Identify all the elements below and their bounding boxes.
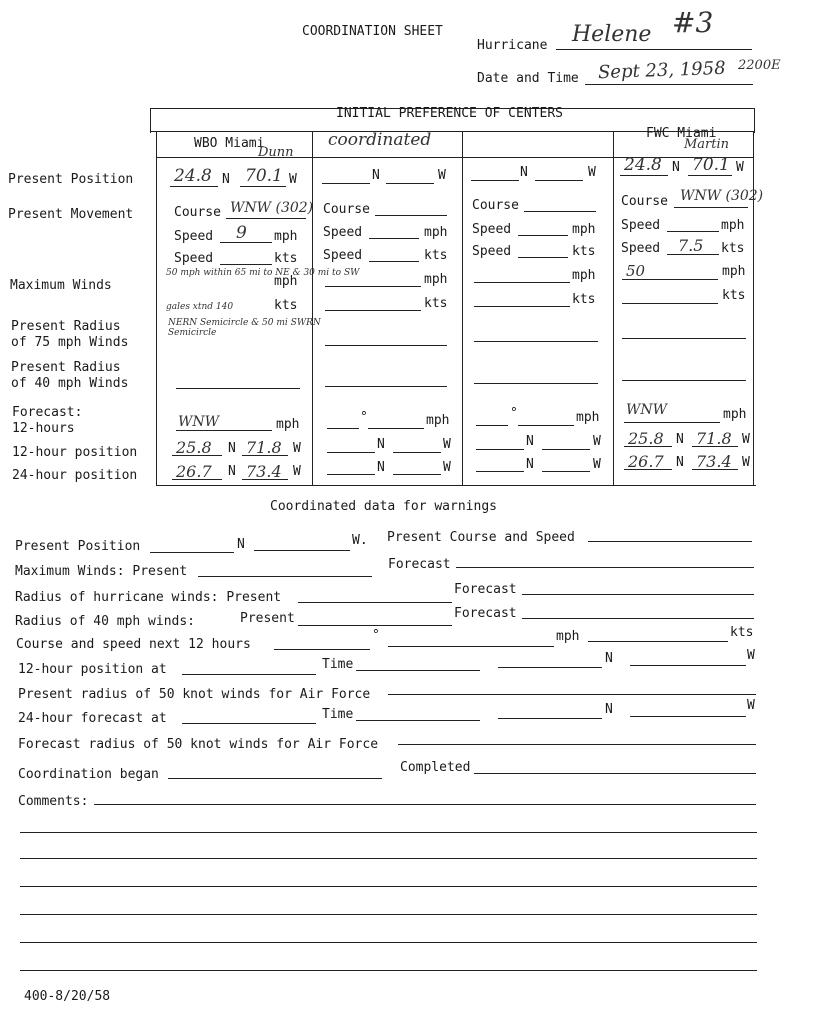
col2-p24-lat-line [327,474,375,475]
col4-winds-mph-unit: mph [722,264,746,279]
col3-p24-lon-line [542,471,590,472]
w-comments-label: Comments: [18,794,89,809]
col-divider-1 [312,131,313,486]
w-course-next12-label: Course and speed next 12 hours [16,637,251,652]
col1-kts: kts [274,251,298,266]
col3-winds-mph: mph [572,268,596,283]
w-comments-line-5[interactable] [20,914,757,915]
w-radius40-forecast-field[interactable] [522,618,754,619]
col1-radius75-note[interactable]: NERN Semicircle & 50 mi SWRN Semicircle [168,318,321,338]
col3-n: N [520,165,528,180]
w-radius-hurricane-forecast-label: Forecast [454,582,517,597]
row-label-radius75-2: of 75 mph Winds [11,335,129,350]
col2-p24-lon-line [393,474,441,475]
w-speed-next12-field[interactable] [388,646,554,647]
col1-pos24-lon[interactable]: 73.4 [246,462,282,481]
w-comments-line-3[interactable] [20,858,757,859]
w-radius-hurricane-field[interactable] [298,602,452,603]
col1-pos24-lat[interactable]: 26.7 [176,462,212,481]
sheet-title: COORDINATION SHEET [302,24,443,39]
col1-fc-line [176,430,272,431]
col1-n: N [222,172,230,187]
w-max-forecast-label: Forecast [388,557,451,572]
w-comments-line-1[interactable] [94,804,756,805]
col2-winds-kts: kts [424,296,448,311]
col2-p12-lat-line [327,452,375,453]
col4-lat[interactable]: 24.8 [624,155,662,175]
col1-p24-n: N [228,464,236,479]
col3-winds-mph-line [474,282,570,283]
col1-p24-w: W [293,464,301,479]
col2-header: coordinated [328,130,432,150]
w-forecast-radius50-label: Forecast radius of 50 knot winds for Air Force [18,737,379,752]
col1-course-label: Course [174,205,221,220]
w-forecast24-lon-field[interactable] [630,716,746,717]
col2-speed2-line [369,261,419,262]
w-radius50-af-field[interactable] [388,694,756,695]
hurricane-underline [556,49,752,50]
warnings-title: Coordinated data for warnings [270,499,497,514]
w-course-mph: mph [556,629,580,644]
w-forecast24-time-field[interactable] [356,720,480,721]
w-forecast24-at-field[interactable] [182,723,316,724]
w-pos12-time-field[interactable] [356,670,480,671]
w-forecast-radius50-field[interactable] [398,744,756,745]
col3-kts: kts [572,244,596,259]
w-course-next12-field[interactable] [274,649,370,650]
col1-lat[interactable]: 24.8 [174,166,212,186]
col3-fc-mph: mph [576,410,600,425]
col2-course-label: Course [323,202,370,217]
col1-p12-n: N [228,441,236,456]
col2-n: N [372,168,380,183]
col4-speed-label: Speed [621,218,661,233]
w-pos12-label: 12-hour position at [18,662,167,677]
col4-forecast-dir[interactable]: WNW [626,402,668,418]
col1-signer: Dunn [258,145,294,160]
w-forecast24-n: N [605,702,613,717]
table-bottom-line [156,485,756,486]
row-label-present-position: Present Position [8,172,134,187]
col2-w: W [438,168,446,183]
col1-lat-line [170,186,218,187]
col-divider-2 [462,131,463,486]
col3-speed2-line [518,257,568,258]
w-forecast24-label: 24-hour forecast at [18,711,167,726]
w-comments-line-7[interactable] [20,970,757,971]
col3-winds-kts: kts [572,292,596,307]
w-pos12-n: N [605,651,613,666]
col4-p24-n: N [676,455,684,470]
row-label-radius40-1: Present Radius [11,360,121,375]
col2-winds-kts-line [325,310,421,311]
col4-pos12-lon[interactable]: 71.8 [696,429,732,448]
col1-winds-kts: kts [274,298,298,313]
w-pos12-w: W [747,648,755,663]
col3-radius40-line [474,383,598,384]
col4-p12-n: N [676,432,684,447]
w-max-forecast-field[interactable] [456,567,754,568]
col2-fc-line1 [327,428,359,429]
w-radius40-field[interactable] [298,625,452,626]
col4-w: W [736,160,744,175]
table-left-border [156,131,157,486]
col2-p12-n: N [377,437,385,452]
col2-p24-w: W [443,460,451,475]
w-forecast24-time-label: Time [322,707,354,722]
col3-course-label: Course [472,198,519,213]
w-radius-hurricane-label: Radius of hurricane winds: Present [15,590,282,605]
col3-winds-kts-line [474,306,570,307]
col4-lon[interactable]: 70.1 [692,155,730,175]
col2-p12-w: W [443,437,451,452]
col1-mph: mph [274,229,298,244]
col2-winds-mph-line [325,286,421,287]
col1-pos12-lat[interactable]: 25.8 [176,438,212,457]
w-n: N [237,537,245,552]
col4-kts: kts [721,241,745,256]
hurricane-name-value[interactable]: Helene [572,22,652,47]
w-coord-began-field[interactable] [168,778,382,779]
row-label-forecast-2: 12-hours [12,421,75,436]
col1-fc-mph: mph [276,417,300,432]
col2-mph: mph [424,225,448,240]
col2-speed-label: Speed [323,225,363,240]
col3-speed-line [518,235,568,236]
col4-winds-kts: kts [722,288,746,303]
col3-p24-n: N [526,457,534,472]
col1-speed-mph[interactable]: 9 [236,223,247,243]
w-comments-line-6[interactable] [20,942,757,943]
w-radius40-forecast-label: Forecast [454,606,517,621]
col1-header: WBO Miami [194,136,265,151]
w-w: W. [352,533,368,548]
col3-course-line [524,211,596,212]
row-label-radius75-1: Present Radius [11,319,121,334]
col1-course[interactable]: WNW (302) [230,200,314,216]
col3-fc-line2 [518,425,574,426]
col1-course-line [226,218,306,219]
col4-n: N [672,160,680,175]
col4-signer: Martin [684,137,730,152]
row-label-pos12: 12-hour position [12,445,138,460]
w-comments-line-4[interactable] [20,886,757,887]
table-right-border [753,131,754,486]
w-forecast24-w: W [747,698,755,713]
row-label-radius40-2: of 40 mph Winds [11,376,129,391]
col3-p12-lat-line [476,449,524,450]
datetime-label: Date and Time [477,71,579,86]
w-kts-next12-field[interactable] [588,641,728,642]
col2-winds-mph: mph [424,272,448,287]
w-radius50-af-label: Present radius of 50 knot winds for Air Force [18,687,371,702]
col4-lon-line [688,175,732,176]
col4-pos24-lon[interactable]: 73.4 [696,452,732,471]
col2-p24-n: N [377,460,385,475]
col4-p12-w: W [742,432,750,447]
w-max-winds-field[interactable] [198,576,372,577]
col4-speed2-label: Speed [621,241,661,256]
w-radius-hurricane-forecast-field[interactable] [522,594,754,595]
col3-lon-line [535,180,583,181]
col1-lon[interactable]: 70.1 [245,166,283,186]
col4-course-line [674,207,748,208]
col3-p12-w: W [593,434,601,449]
hurricane-number-value: #3 [672,6,714,39]
col3-fc-deg: ° [510,406,518,421]
col1-p12-w: W [293,441,301,456]
col3-p24-w: W [593,457,601,472]
table-title: INITIAL PREFERENCE OF CENTERS [336,106,563,121]
w-present-course-label: Present Course and Speed [387,530,575,545]
col1-w: W [289,172,297,187]
col1-winds-mph-note[interactable]: 50 mph within 65 mi to NE & 30 mi to SW [166,268,360,278]
w-radius40-present-label: Present [240,611,295,626]
col4-header: FWC Miami [646,126,717,141]
col2-speed-line [369,238,419,239]
datetime-value[interactable]: Sept 23, 1958 [597,57,726,84]
w-pos12-lon-field[interactable] [630,665,746,666]
w-present-course-field[interactable] [588,541,752,542]
w-comments-line-2[interactable] [20,832,757,833]
w-max-winds-label: Maximum Winds: Present [15,564,188,579]
hurricane-label: Hurricane [477,38,548,53]
col2-fc-mph: mph [426,413,450,428]
col4-lat-line [620,175,668,176]
col2-radius40-line [325,386,447,387]
col3-speed-label: Speed [472,222,512,237]
w-present-lon-field[interactable] [254,550,350,551]
col2-lat-line [322,183,370,184]
col3-lat-line [471,180,519,181]
col3-p12-n: N [526,434,534,449]
col4-fc-mph: mph [723,407,747,422]
table-header-divider [156,157,754,158]
col4-mph: mph [721,218,745,233]
col4-radius75-line [622,338,746,339]
w-present-lat-field[interactable] [150,552,234,553]
col4-course[interactable]: WNW (302) [680,188,764,204]
row-label-present-movement: Present Movement [8,207,134,222]
w-course-kts: kts [730,625,754,640]
col4-speed-kts[interactable]: 7.5 [678,236,704,255]
col2-fc-line2 [368,428,424,429]
col1-lon-line [240,186,286,187]
col1-forecast-dir[interactable]: WNW [178,414,220,430]
row-label-maximum-winds: Maximum Winds [10,278,112,293]
col2-speed2-label: Speed [323,248,363,263]
col4-speed-line [667,231,719,232]
col3-mph: mph [572,222,596,237]
w-pos12-lat-field[interactable] [498,667,602,668]
col4-winds-kts-line [622,303,718,304]
w-present-position-label: Present Position [15,539,141,554]
datetime-underline [585,84,753,85]
w-completed-label: Completed [400,760,471,775]
col4-pos24-lat[interactable]: 26.7 [628,452,664,471]
col2-p12-lon-line [393,452,441,453]
col4-course-label: Course [621,194,668,209]
col4-winds-mph[interactable]: 50 [626,262,646,280]
col3-speed2-label: Speed [472,244,512,259]
col3-p12-lon-line [542,449,590,450]
col1-winds-mph: mph [274,274,298,289]
col1-radius40-line [176,388,300,389]
row-label-forecast-1: Forecast: [12,405,83,420]
col2-radius75-line [325,345,447,346]
col4-radius40-line [622,380,746,381]
w-course-deg: ° [372,628,380,643]
w-completed-field[interactable] [474,773,756,774]
col4-fc-line [624,422,720,423]
col1-speed-label: Speed [174,229,214,244]
col4-p24-w: W [742,455,750,470]
col2-kts: kts [424,248,448,263]
col2-fc-deg: ° [360,410,368,425]
col2-lon-line [386,183,434,184]
w-pos12-at-field[interactable] [182,674,316,675]
col3-p24-lat-line [476,471,524,472]
col3-radius75-line [474,341,598,342]
col3-fc-line1 [476,425,508,426]
col-divider-3 [613,131,614,486]
col2-course-line [375,215,447,216]
col4-pos12-lat[interactable]: 25.8 [628,429,664,448]
w-coord-began-label: Coordination began [18,767,159,782]
datetime-time-value: 2200E [738,58,781,73]
col1-winds-kts-note[interactable]: gales xtnd 140 [166,302,234,312]
w-pos12-time-label: Time [322,657,354,672]
row-label-pos24: 24-hour position [12,468,138,483]
col1-speed2-line [220,264,272,265]
col3-w: W [588,165,596,180]
w-radius40-label: Radius of 40 mph winds: [15,614,196,629]
col1-pos12-lon[interactable]: 71.8 [246,438,282,457]
w-forecast24-lat-field[interactable] [498,718,602,719]
form-number: 400-8/20/58 [24,989,111,1004]
col1-speed2-label: Speed [174,251,214,266]
